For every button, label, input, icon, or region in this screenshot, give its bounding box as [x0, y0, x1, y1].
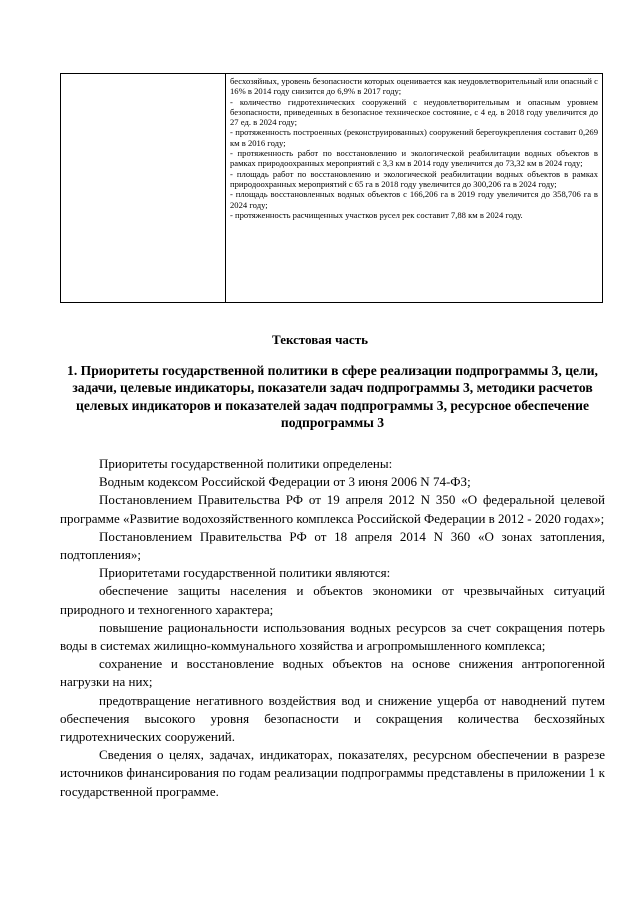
paragraph: предотвращение негативного воздействия вод и снижение ущерба от наводнений путем обеспечения высокого уровня безопасности и сокращения количества бесхозяйных гидротехнических сооружений.	[60, 692, 605, 745]
paragraph: повышение рациональности использования водных ресурсов за счет сокращения потерь воды в системах жилищно-коммунального хозяйства и агропромышленного комплекса;	[60, 619, 605, 654]
table-text-line: - количество гидротехнических сооружений с неудовлетворительным и опасным уровнем безопасности, приведенных в безопасное техническое состояние, с 4 ед. в 2018 году увеличится до 27 ед. в 2024 году;	[230, 96, 598, 128]
table-text-line: - протяженность работ по восстановлению и экологической реабилитации водных объектов в рамках природоохранных мероприятий с 3,3 км в 2014 году увеличится до 73,32 км в 2024 году;	[230, 148, 598, 169]
table-text-line: - площадь восстановленных водных объектов с 166,206 га в 2019 году увеличится до 358,706 га в 2024 году;	[230, 189, 598, 210]
paragraph: Водным кодексом Российской Федерации от 3 июня 2006 N 74-ФЗ;	[99, 474, 471, 490]
table-cell-indicators	[226, 74, 603, 303]
body-text	[60, 455, 605, 801]
paragraph: Приоритеты государственной политики определены:	[99, 456, 393, 471]
table-row	[61, 74, 603, 303]
section-heading: 1. Приоритеты государственной политики в сфере реализации подпрограммы 3, цели, задачи, целевые индикаторы, показатели задач подпрограммы 3, методики расчетов целевых индикаторов и показателей задач подпрограммы 3, ресурсное обеспечение подпрограммы 3	[67, 363, 598, 430]
paragraph: Постановлением Правительства РФ от 19 апреля 2012 N 350 «О федеральной целевой программе «Развитие водохозяйственного комплекса Российской Федерации в 2012 - 2020 годах»;	[60, 492, 605, 526]
paragraph: обеспечение защиты населения и объектов экономики от чрезвычайных ситуаций природного и техногенного характера;	[60, 583, 605, 617]
paragraph: Постановлением Правительства РФ от 18 апреля 2014 N 360 «О зонах затопления, подтопления»;	[60, 528, 605, 563]
section-title: Текстовая часть	[272, 332, 368, 347]
paragraph: сохранение и восстановление водных объектов на основе снижения антропогенной нагрузки на них;	[60, 656, 605, 690]
paragraph: Приоритетами государственной политики являются:	[99, 565, 391, 581]
table-text-line: - протяженность построенных (реконструированных) сооружений берегоукрепления составит 0,269 км в 2016 году;	[230, 127, 598, 148]
indicators-table	[60, 73, 603, 303]
table-text-line: - протяженность расчищенных участков русел рек составит 7,88 км в 2024 году.	[230, 209, 523, 220]
table-text-line: - площадь работ по восстановлению и экологической реабилитации водных объектов в рамках природоохранных мероприятий с 65 га в 2018 году увеличится до 300,206 га в 2024 году;	[230, 168, 598, 189]
table-text-line: бесхозяйных, уровень безопасности которых оценивается как неудовлетворительный или опасный с 16% в 2014 году снизится до 6,9% в 2017 году;	[230, 76, 598, 97]
paragraph: Сведения о целях, задачах, индикаторах, показателях, ресурсном обеспечении в разрезе источников финансирования по годам реализации подпрограммы представлены в приложении 1 к государственной программе.	[60, 747, 605, 799]
table-cell-empty	[61, 74, 226, 303]
